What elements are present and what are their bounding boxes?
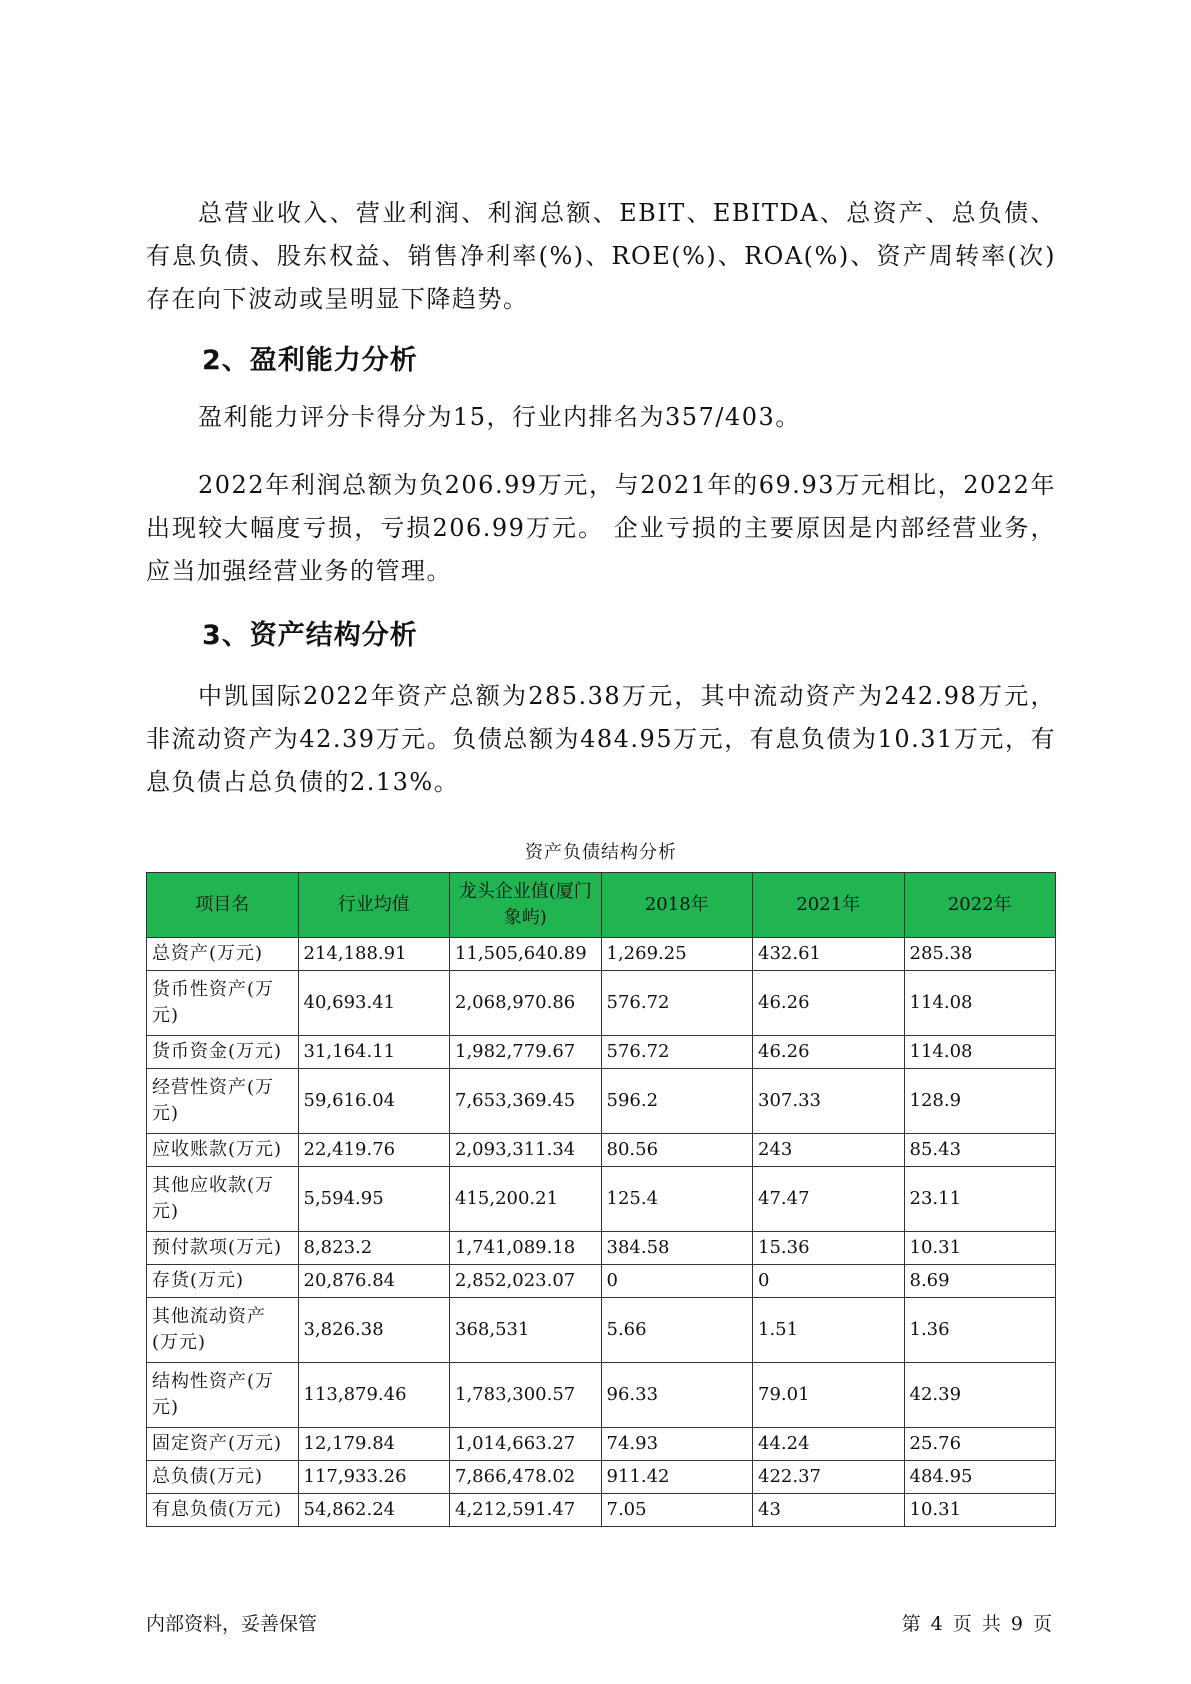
table-cell: 85.43 <box>904 1134 1056 1167</box>
table-cell: 40,693.41 <box>298 971 450 1036</box>
table-cell: 54,862.24 <box>298 1494 450 1527</box>
table-cell: 12,179.84 <box>298 1428 450 1461</box>
table-cell: 596.2 <box>601 1069 753 1134</box>
table-header-cell: 2018年 <box>601 873 753 938</box>
table-cell: 484.95 <box>904 1461 1056 1494</box>
table-row <box>147 1461 1056 1494</box>
table-cell: 2,852,023.07 <box>450 1265 602 1298</box>
table-cell: 4,212,591.47 <box>450 1494 602 1527</box>
table-cell: 5.66 <box>601 1298 753 1363</box>
footer-page-number: 第 4 页 共 9 页 <box>901 1613 1054 1635</box>
table-cell: 911.42 <box>601 1461 753 1494</box>
table-cell: 1,982,779.67 <box>450 1036 602 1069</box>
table-row-label: 预付款项(万元) <box>147 1232 299 1265</box>
table-row-label: 结构性资产(万元) <box>147 1363 299 1428</box>
paragraph-asset-structure: 中凯国际2022年资产总额为285.38万元，其中流动资产为242.98万元，非流动资产为42.39万元。负债总额为484.95万元，有息负债为10.31万元，有息负债占总负债的2.13%。 <box>146 682 1056 796</box>
table-cell: 0 <box>753 1265 905 1298</box>
table-cell: 1,269.25 <box>601 938 753 971</box>
table-cell: 117,933.26 <box>298 1461 450 1494</box>
table-cell: 7,866,478.02 <box>450 1461 602 1494</box>
table-row <box>147 1069 1056 1134</box>
table-cell: 2,068,970.86 <box>450 971 602 1036</box>
table-cell: 31,164.11 <box>298 1036 450 1069</box>
table-header-cell: 2021年 <box>753 873 905 938</box>
table-cell: 23.11 <box>904 1167 1056 1232</box>
table-cell: 432.61 <box>753 938 905 971</box>
table-row <box>147 1265 1056 1298</box>
table-row <box>147 1167 1056 1232</box>
table-row <box>147 1232 1056 1265</box>
table-cell: 25.76 <box>904 1428 1056 1461</box>
table-row-label: 经营性资产(万元) <box>147 1069 299 1134</box>
table-cell: 243 <box>753 1134 905 1167</box>
table-cell: 15.36 <box>753 1232 905 1265</box>
table-cell: 0 <box>601 1265 753 1298</box>
table-cell: 1,783,300.57 <box>450 1363 602 1428</box>
table-cell: 79.01 <box>753 1363 905 1428</box>
table-row-label: 总负债(万元) <box>147 1461 299 1494</box>
table-row <box>147 971 1056 1036</box>
section-heading-asset-structure: 3、资产结构分析 <box>202 620 418 651</box>
table-cell: 44.24 <box>753 1428 905 1461</box>
table-row-label: 货币资金(万元) <box>147 1036 299 1069</box>
table-cell: 285.38 <box>904 938 1056 971</box>
table-cell: 42.39 <box>904 1363 1056 1428</box>
table-cell: 422.37 <box>753 1461 905 1494</box>
table-cell: 80.56 <box>601 1134 753 1167</box>
table-row <box>147 1134 1056 1167</box>
table-cell: 113,879.46 <box>298 1363 450 1428</box>
table-cell: 1.51 <box>753 1298 905 1363</box>
table-cell: 5,594.95 <box>298 1167 450 1232</box>
paragraph-profit-loss: 2022年利润总额为负206.99万元，与2021年的69.93万元相比，2022年出现较大幅度亏损，亏损206.99万元。 企业亏损的主要原因是内部经营业务，应当加强经营业务的管理。 <box>146 471 1056 585</box>
table-cell: 47.47 <box>753 1167 905 1232</box>
table-row-label: 其他应收款(万元) <box>147 1167 299 1232</box>
table-header-cell: 项目名 <box>147 873 299 938</box>
table-cell: 1,014,663.27 <box>450 1428 602 1461</box>
table-cell: 114.08 <box>904 1036 1056 1069</box>
paragraph-profitability-score: 盈利能力评分卡得分为15，行业内排名为357/403。 <box>198 403 801 431</box>
table-cell: 8,823.2 <box>298 1232 450 1265</box>
section-heading-profitability: 2、盈利能力分析 <box>202 345 418 376</box>
table-row <box>147 1298 1056 1363</box>
table-cell: 46.26 <box>753 971 905 1036</box>
table-cell: 59,616.04 <box>298 1069 450 1134</box>
table-cell: 11,505,640.89 <box>450 938 602 971</box>
table-row-label: 有息负债(万元) <box>147 1494 299 1527</box>
table-body <box>147 938 1056 1527</box>
table-header-cell: 行业均值 <box>298 873 450 938</box>
table-cell: 576.72 <box>601 1036 753 1069</box>
table-row-label: 固定资产(万元) <box>147 1428 299 1461</box>
table-cell: 96.33 <box>601 1363 753 1428</box>
table-cell: 74.93 <box>601 1428 753 1461</box>
table-header-cell: 龙头企业值(厦门象屿) <box>450 873 602 938</box>
table-cell: 10.31 <box>904 1232 1056 1265</box>
table-cell: 307.33 <box>753 1069 905 1134</box>
table-cell: 8.69 <box>904 1265 1056 1298</box>
table-cell: 46.26 <box>753 1036 905 1069</box>
paragraph-declining-metrics: 总营业收入、营业利润、利润总额、EBIT、EBITDA、总资产、总负债、有息负债、股东权益、销售净利率(%)、ROE(%)、ROA(%)、资产周转率(次)存在向下波动或呈明显下降趋势。 <box>146 199 1056 313</box>
table-cell: 7,653,369.45 <box>450 1069 602 1134</box>
table-row-label: 货币性资产(万元) <box>147 971 299 1036</box>
table-row-label: 其他流动资产(万元) <box>147 1298 299 1363</box>
table-cell: 1,741,089.18 <box>450 1232 602 1265</box>
table-cell: 368,531 <box>450 1298 602 1363</box>
table-cell: 7.05 <box>601 1494 753 1527</box>
table-row <box>147 1428 1056 1461</box>
table-header-row <box>147 873 1056 938</box>
table-cell: 415,200.21 <box>450 1167 602 1232</box>
table-cell: 3,826.38 <box>298 1298 450 1363</box>
table-title: 资产负债结构分析 <box>525 842 677 863</box>
table-cell: 2,093,311.34 <box>450 1134 602 1167</box>
table-row <box>147 1036 1056 1069</box>
table-row <box>147 938 1056 971</box>
table-cell: 114.08 <box>904 971 1056 1036</box>
table-row <box>147 1363 1056 1428</box>
table-cell: 125.4 <box>601 1167 753 1232</box>
table-cell: 214,188.91 <box>298 938 450 971</box>
table-cell: 43 <box>753 1494 905 1527</box>
table-cell: 1.36 <box>904 1298 1056 1363</box>
table-cell: 22,419.76 <box>298 1134 450 1167</box>
table-row-label: 存货(万元) <box>147 1265 299 1298</box>
table-row-label: 总资产(万元) <box>147 938 299 971</box>
table-cell: 10.31 <box>904 1494 1056 1527</box>
table-row <box>147 1494 1056 1527</box>
table-header-cell: 2022年 <box>904 873 1056 938</box>
table-cell: 384.58 <box>601 1232 753 1265</box>
table-cell: 20,876.84 <box>298 1265 450 1298</box>
footer-confidential-note: 内部资料，妥善保管 <box>146 1613 318 1635</box>
table-cell: 576.72 <box>601 971 753 1036</box>
table-cell: 128.9 <box>904 1069 1056 1134</box>
table-row-label: 应收账款(万元) <box>147 1134 299 1167</box>
balance-sheet-table <box>146 872 1056 1527</box>
